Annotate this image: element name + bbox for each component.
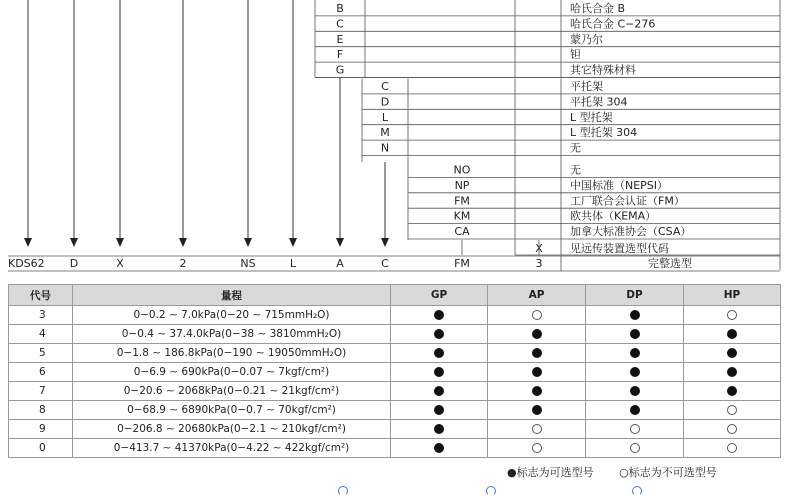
cert-code: NP (454, 178, 470, 192)
filled-dot-icon (532, 405, 542, 415)
material-desc: 哈氏合金 B (570, 2, 626, 15)
filled-dot-icon (434, 310, 444, 320)
filled-dot-icon (630, 367, 640, 377)
table-row (9, 306, 781, 325)
arrow-down-icon (289, 238, 297, 247)
range-value: 0−68.9 ∼ 6890kPa(0−0.7 ∼ 70kgf/cm²) (73, 401, 391, 420)
availability-cell (488, 344, 586, 363)
filled-dot-icon (630, 386, 640, 396)
filled-dot-icon (532, 386, 542, 396)
cert-code: KM (453, 209, 471, 223)
bracket-desc: L 型托架 304 (570, 126, 638, 140)
cert-code: FM (454, 194, 470, 208)
availability-cell (488, 382, 586, 401)
arrow-down-icon (336, 238, 344, 247)
legend (507, 464, 717, 480)
filled-dot-icon (630, 405, 640, 415)
availability-cell (684, 344, 781, 363)
range-value: 0−413.7 ∼ 41370kPa(0−4.22 ∼ 422kgf/cm²) (73, 439, 391, 458)
material-desc: 钽 (570, 48, 581, 62)
legend-selectable: ●标志为可选型号 (507, 466, 594, 479)
range-value: 0−6.9 ∼ 690kPa(0−0.07 ∼ 7kgf/cm²) (73, 363, 391, 382)
header-code: 代号 (9, 285, 73, 306)
availability-cell (586, 363, 684, 382)
range-value: 0−206.8 ∼ 20680kPa(0−2.1 ∼ 210kgf/cm²) (73, 420, 391, 439)
header-range: 量程 (73, 285, 391, 306)
bracket-code: C (381, 80, 389, 93)
remote-code: X (535, 242, 543, 255)
legend-not-selectable: ○标志为不可选型号 (619, 466, 717, 479)
bracket-desc: L 型托架 (570, 110, 613, 124)
availability-cell (488, 439, 586, 458)
cert-desc: 工厂联合会认证（FM） (570, 194, 685, 208)
table-row (9, 382, 781, 401)
bracket-code: D (380, 95, 390, 109)
range-code: 6 (9, 363, 73, 382)
range-table (8, 284, 781, 458)
filled-dot-icon (434, 405, 444, 415)
range-value: 0−1.8 ∼ 186.8kPa(0−190 ∼ 19050mmH₂O) (73, 344, 391, 363)
example-value-1: D (69, 257, 79, 270)
availability-cell (488, 363, 586, 382)
bracket-desc: 无 (570, 141, 581, 155)
header-dp: DP (586, 285, 684, 306)
material-code: G (335, 63, 345, 77)
material-code: B (336, 2, 344, 15)
material-desc: 哈氏合金 C−276 (570, 17, 656, 31)
range-code: 3 (9, 306, 73, 325)
availability-cell (586, 344, 684, 363)
arrow-down-icon (116, 238, 124, 247)
filled-dot-icon (727, 386, 737, 396)
availability-cell (586, 401, 684, 420)
cert-desc: 无 (570, 163, 581, 177)
filled-dot-icon (532, 367, 542, 377)
arrow-down-icon (179, 238, 187, 247)
arrow-down-icon (70, 238, 78, 247)
table-row (9, 439, 781, 458)
range-table-header (9, 285, 781, 306)
example-value-8: FM (454, 257, 470, 270)
example-value-3: 2 (179, 257, 187, 270)
example-value-9: 3 (535, 257, 543, 270)
filled-dot-icon (630, 310, 640, 320)
header-hp: HP (684, 285, 781, 306)
range-value: 0−0.4 ∼ 37.4.0kPa(0−38 ∼ 3810mmH₂O) (73, 325, 391, 344)
example-value-2: X (116, 257, 124, 270)
hollow-dot-icon (532, 310, 542, 320)
example-value-5: L (289, 257, 297, 270)
arrow-down-icon (244, 238, 252, 247)
example-value-4: NS (240, 257, 256, 270)
filled-dot-icon (532, 348, 542, 358)
filled-dot-icon (727, 329, 737, 339)
availability-cell (586, 420, 684, 439)
filled-dot-icon (434, 348, 444, 358)
availability-cell (391, 382, 488, 401)
filled-dot-icon (434, 386, 444, 396)
hollow-dot-icon (630, 443, 640, 453)
example-label: 完整选型 (648, 257, 692, 270)
availability-cell (684, 401, 781, 420)
material-desc: 其它特殊材料 (570, 63, 636, 77)
availability-cell (684, 439, 781, 458)
arrow-down-icon (24, 238, 32, 247)
example-value-0: KDS62 (8, 257, 45, 270)
filled-dot-icon (727, 367, 737, 377)
cert-desc: 中国标准（NEPSI） (570, 178, 669, 192)
bracket-desc: 平托架 (570, 80, 603, 93)
availability-cell (391, 325, 488, 344)
cert-desc: 欧共体（KEMA） (570, 209, 657, 223)
table-row (9, 344, 781, 363)
range-code: 9 (9, 420, 73, 439)
availability-cell (391, 401, 488, 420)
table-row (9, 325, 781, 344)
cert-desc: 加拿大标准协会（CSA） (570, 225, 692, 239)
filled-dot-icon (630, 329, 640, 339)
range-code: 5 (9, 344, 73, 363)
material-code: E (336, 32, 344, 46)
availability-cell (488, 306, 586, 325)
availability-cell (488, 420, 586, 439)
bracket-code: M (380, 126, 390, 140)
cert-code: CA (454, 225, 470, 239)
availability-cell (391, 344, 488, 363)
remote-desc: 见远传装置选型代码 (570, 242, 669, 255)
hollow-dot-icon (727, 443, 737, 453)
availability-cell (586, 325, 684, 344)
filled-dot-icon (727, 348, 737, 358)
availability-cell (488, 325, 586, 344)
range-code: 7 (9, 382, 73, 401)
range-code: 0 (9, 439, 73, 458)
material-code: F (336, 48, 344, 62)
availability-cell (391, 363, 488, 382)
bracket-code: N (380, 141, 390, 155)
availability-cell (391, 439, 488, 458)
availability-cell (586, 439, 684, 458)
example-value-7: C (381, 257, 389, 270)
table-row (9, 401, 781, 420)
availability-cell (391, 420, 488, 439)
range-code: 8 (9, 401, 73, 420)
filled-dot-icon (434, 443, 444, 453)
bracket-desc: 平托架 304 (570, 95, 628, 109)
header-gp: GP (391, 285, 488, 306)
cert-code: NO (453, 163, 471, 177)
availability-cell (684, 325, 781, 344)
filled-dot-icon (434, 367, 444, 377)
bracket-code: L (381, 110, 389, 124)
filled-dot-icon (434, 424, 444, 434)
range-value: 0−20.6 ∼ 2068kPa(0−0.21 ∼ 21kgf/cm²) (73, 382, 391, 401)
availability-cell (684, 363, 781, 382)
range-code: 4 (9, 325, 73, 344)
table-row (9, 363, 781, 382)
example-value-6: A (336, 257, 344, 270)
hollow-dot-icon (630, 424, 640, 434)
availability-cell (586, 306, 684, 325)
arrow-down-icon (381, 238, 389, 247)
material-code: C (336, 17, 344, 31)
availability-cell (391, 306, 488, 325)
hollow-dot-icon (532, 424, 542, 434)
availability-cell (684, 306, 781, 325)
filled-dot-icon (630, 348, 640, 358)
hollow-dot-icon (727, 424, 737, 434)
header-ap: AP (488, 285, 586, 306)
filled-dot-icon (434, 329, 444, 339)
hollow-dot-icon (727, 310, 737, 320)
range-value: 0−0.2 ∼ 7.0kPa(0−20 ∼ 715mmH₂O) (73, 306, 391, 325)
availability-cell (684, 382, 781, 401)
hollow-dot-icon (532, 443, 542, 453)
availability-cell (684, 420, 781, 439)
table-row (9, 420, 781, 439)
availability-cell (586, 382, 684, 401)
material-desc: 蒙乃尔 (570, 32, 603, 46)
filled-dot-icon (532, 329, 542, 339)
availability-cell (488, 401, 586, 420)
hollow-dot-icon (727, 405, 737, 415)
